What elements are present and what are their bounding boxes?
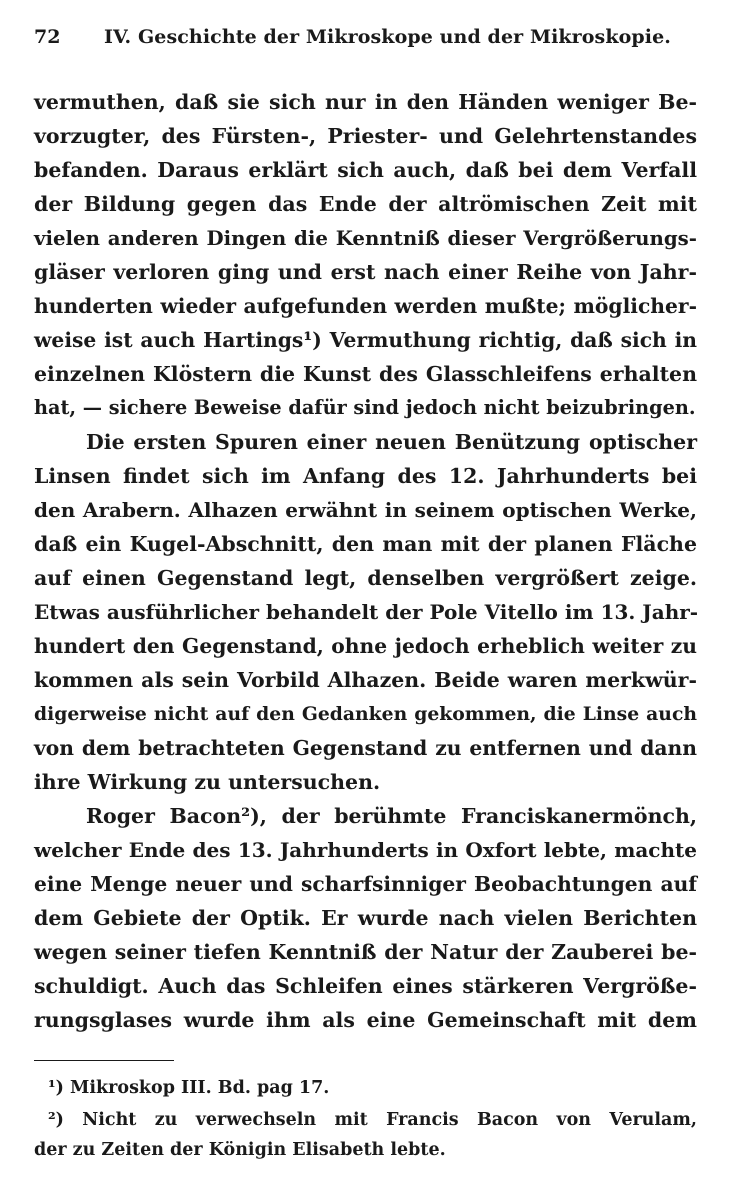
text-line: dem Gebiete der Optik. Er wurde nach vielen Berichten (34, 906, 697, 930)
text-line: einzelnen Klöstern die Kunst des Glasschleifens erhalten (34, 362, 697, 386)
text-line: daß ein Kugel-Abschnitt, den man mit der planen Fläche (34, 532, 697, 556)
running-head: IV. Geschichte der Mikroskope und der Mikroskopie. (104, 26, 671, 48)
text-line: befanden. Daraus erklärt sich auch, daß bei dem Verfall (34, 158, 697, 182)
text-line: hundert den Gegenstand, ohne jedoch erheblich weiter zu (34, 634, 697, 658)
text-line: den Arabern. Alhazen erwähnt in seinem optischen Werke, (34, 498, 697, 522)
text-line: ihre Wirkung zu untersuchen. (34, 770, 381, 794)
text-line: von dem betrachteten Gegenstand zu entfernen und dann (34, 736, 697, 760)
text-line: auf einen Gegenstand legt, denselben vergrößert zeige. (34, 566, 697, 590)
text-line: hat, — sichere Beweise dafür sind jedoch nicht beizubringen. (34, 396, 696, 419)
text-line: vorzugter, des Fürsten-, Priester- und Gelehrtenstandes (34, 124, 697, 148)
text-line: kommen als sein Vorbild Alhazen. Beide waren merkwür- (34, 668, 697, 692)
text-line: der Bildung gegen das Ende der altrömischen Zeit mit (34, 192, 697, 216)
text-line: vielen anderen Dingen die Kenntniß dieser Vergrößerungs- (34, 226, 697, 250)
text-line: schuldigt. Auch das Schleifen eines stärkeren Vergröße- (34, 974, 697, 998)
footnote-rule (34, 1060, 174, 1061)
text-line: eine Menge neuer und scharfsinniger Beobachtungen auf (34, 872, 697, 896)
text-line: wegen seiner tiefen Kenntniß der Natur der Zauberei be- (34, 940, 697, 964)
page-number: 72 (34, 26, 61, 48)
text-line: hunderten wieder aufgefunden werden mußte; möglicher- (34, 294, 697, 318)
text-line: digerweise nicht auf den Gedanken gekommen, die Linse auch (34, 703, 697, 725)
footnote: ¹) Mikroskop III. Bd. pag 17. (48, 1078, 330, 1098)
text-line: Linsen findet sich im Anfang des 12. Jahrhunderts bei (34, 464, 697, 488)
text-line: welcher Ende des 13. Jahrhunderts in Oxfort lebte, machte (34, 838, 697, 862)
text-line: Etwas ausführlicher behandelt der Pole Vitello im 13. Jahr- (34, 600, 699, 624)
footnote-continuation: der zu Zeiten der Königin Elisabeth lebte. (34, 1140, 446, 1160)
text-line: rungsglases wurde ihm als eine Gemeinschaft mit dem (34, 1008, 697, 1032)
text-line: Die ersten Spuren einer neuen Benützung optischer (86, 430, 697, 454)
footnote: ²) Nicht zu verwechseln mit Francis Bacon von Verulam, (48, 1110, 697, 1130)
page-header (34, 22, 697, 52)
text-line: vermuthen, daß sie sich nur in den Händen weniger Be- (34, 90, 697, 114)
text-line: gläser verloren ging und erst nach einer Reihe von Jahr- (34, 260, 697, 284)
text-line: Roger Bacon²), der berühmte Franciskanermönch, (86, 804, 697, 828)
text-line: weise ist auch Hartings¹) Vermuthung richtig, daß sich in (34, 328, 697, 352)
